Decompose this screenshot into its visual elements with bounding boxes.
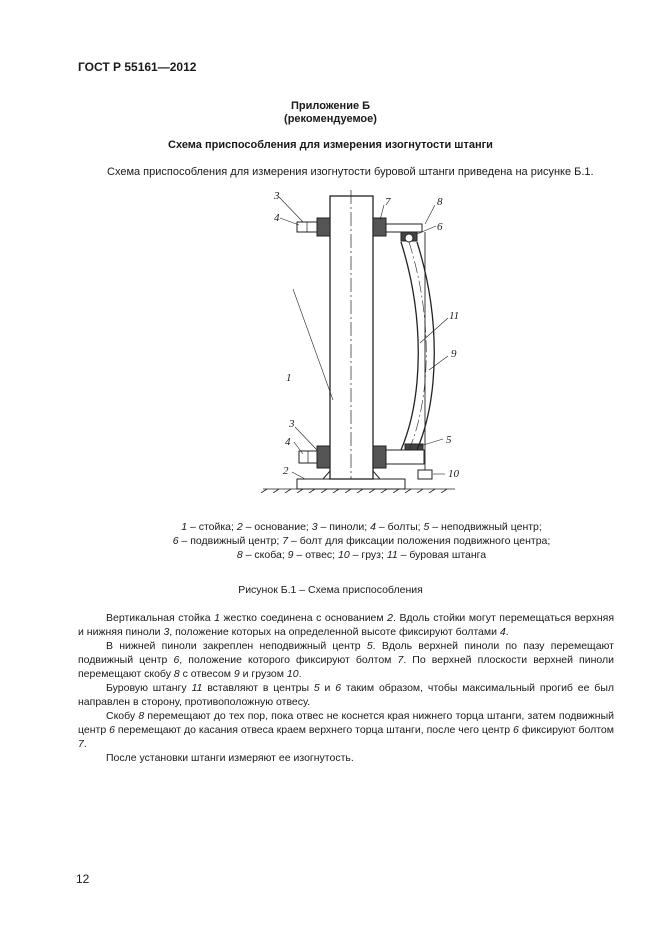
label-3-upper: 3 — [274, 190, 280, 202]
item-ref: 4 — [499, 626, 506, 638]
text-run: . Вдоль стойки могут перемещаться верхняя и нижняя пиноли — [78, 612, 615, 638]
label-11: 11 — [449, 310, 460, 322]
legend-number: 4 — [370, 521, 376, 533]
label-4-upper: 4 — [274, 212, 280, 224]
item-ref: 6 — [513, 724, 519, 736]
legend-number: 1 — [181, 521, 188, 533]
appendix-subtitle: (рекомендуемое) — [284, 113, 377, 125]
text-run: с отвесом — [179, 668, 234, 680]
legend-text: – груз; — [349, 549, 387, 561]
movable-center — [401, 232, 417, 242]
label-9: 9 — [451, 348, 457, 360]
legend-number: 5 — [423, 521, 430, 533]
item-ref: 3 — [163, 626, 170, 638]
body-paragraph — [78, 681, 614, 709]
legend-text: – неподвижный центр; — [429, 521, 542, 533]
column — [330, 196, 373, 479]
body-text — [78, 611, 614, 765]
legend-line — [100, 548, 623, 562]
item-ref: 11 — [191, 682, 203, 694]
legend-text: – болты; — [375, 521, 424, 533]
text-run: После установки штанги измеряют ее изогнутость. — [106, 752, 354, 764]
text-run: . — [298, 668, 302, 680]
item-ref: 7 — [397, 654, 404, 666]
text-run: таким образом, чтобы максимальный прогиб ее был направлен в сторону, противоположную отвесу. — [78, 682, 614, 708]
legend-text: – основание; — [242, 521, 312, 533]
label-5: 5 — [446, 434, 452, 446]
label-1: 1 — [286, 372, 292, 384]
legend-number: 2 — [236, 521, 243, 533]
drill-rod — [401, 242, 434, 450]
text-run: , положение которого фиксируют болтом — [179, 654, 398, 666]
legend-number: 10 — [338, 549, 350, 561]
text-run: , положение которых на определенной высоте фиксируют болтами — [169, 626, 500, 638]
label-10: 10 — [448, 468, 459, 480]
item-ref: 5 — [366, 640, 373, 652]
body-paragraph — [78, 751, 614, 765]
legend-number: 9 — [287, 549, 294, 561]
item-ref: 2 — [387, 612, 393, 624]
item-ref: 1 — [214, 612, 220, 624]
text-run: и грузом — [239, 668, 287, 680]
legend-line — [100, 534, 623, 548]
item-ref: 9 — [233, 668, 240, 680]
legend-text: – стойка; — [187, 521, 237, 533]
body-paragraph — [78, 639, 614, 681]
text-run: . По верхней плоскости верхней пиноли перемещают скобу — [78, 654, 615, 680]
legend-text: – буровая штанга — [397, 549, 487, 561]
legend-text: – подвижный центр; — [178, 535, 283, 547]
legend-line — [100, 520, 623, 534]
legend-number: 7 — [282, 535, 289, 547]
fixture-diagram — [255, 188, 475, 493]
item-ref: 6 — [173, 654, 180, 666]
text-run: перемещают до тех пор, пока отвес не коснется края нижнего торца штанги, затем подвижный центр — [78, 710, 615, 736]
legend-text: – скоба; — [242, 549, 288, 561]
body-paragraph — [78, 611, 614, 639]
appendix-title: Приложение Б — [290, 100, 371, 112]
legend-number: 11 — [386, 549, 398, 561]
label-4-lower: 4 — [285, 436, 291, 448]
figure-legend — [100, 520, 623, 562]
label-6: 6 — [437, 221, 443, 233]
text-run: и — [319, 682, 336, 694]
item-ref: 6 — [335, 682, 342, 694]
text-run: . — [83, 738, 87, 750]
item-ref: 8 — [173, 668, 180, 680]
label-3-lower: 3 — [289, 418, 295, 430]
legend-number: 6 — [172, 535, 179, 547]
text-run: В нижней пиноли закреплен неподвижный центр — [106, 640, 367, 652]
text-run: фиксируют болтом — [518, 724, 614, 736]
label-8: 8 — [437, 196, 443, 208]
text-run: Вертикальная стойка — [106, 612, 215, 624]
page-number: 12 — [76, 872, 90, 886]
legend-text: – болт для фиксации положения подвижного центра; — [288, 535, 551, 547]
text-run: вставляют в центры — [202, 682, 314, 694]
text-run: . — [505, 626, 509, 638]
text-run: жестко соединена с основанием — [219, 612, 388, 624]
body-paragraph — [78, 709, 614, 751]
label-7: 7 — [385, 196, 391, 208]
legend-text: – пиноли; — [317, 521, 371, 533]
figure-caption: Рисунок Б.1 – Схема приспособления — [238, 584, 423, 596]
text-run: Буровую штангу — [106, 682, 192, 694]
legend-number: 8 — [236, 549, 243, 561]
base — [297, 479, 405, 489]
item-ref: 10 — [286, 668, 299, 680]
intro-text: Схема приспособления для измерения изогнутости буровой штанги приведена на рисунке Б.1. — [107, 166, 594, 178]
text-run: Скобу — [106, 710, 139, 722]
label-2: 2 — [283, 465, 289, 477]
item-ref: 7 — [78, 738, 84, 750]
item-ref: 6 — [109, 724, 115, 736]
ground-hatching — [261, 489, 455, 493]
legend-number: 3 — [311, 521, 318, 533]
legend-text: – отвес; — [293, 549, 338, 561]
item-ref: 5 — [313, 682, 320, 694]
text-run: . Вдоль верхней пиноли по пазу перемещают подвижный центр — [78, 640, 614, 666]
text-run: перемещают до касания отвеса краем верхнего торца штанги, после чего центр — [114, 724, 514, 736]
appendix-heading: Схема приспособления для измерения изогнутости штанги — [168, 139, 493, 151]
weight — [418, 470, 432, 479]
item-ref: 8 — [138, 710, 145, 722]
document-code: ГОСТ Р 55161—2012 — [78, 60, 197, 74]
